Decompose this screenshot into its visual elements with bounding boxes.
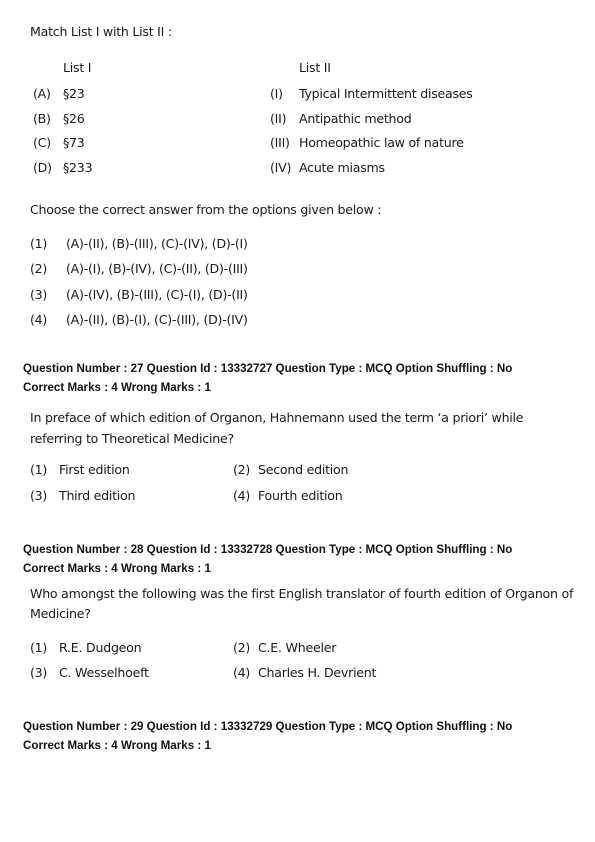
option-number: (4) xyxy=(30,312,48,327)
question-header: Question Number : 27 Question Id : 13332727 Question Type : MCQ Option Shuffling : No xyxy=(23,362,513,375)
option-text[interactable]: Second edition xyxy=(258,462,349,477)
question-text: Medicine? xyxy=(30,606,91,621)
option-number: (1) xyxy=(30,640,48,655)
list1-label: (C) xyxy=(33,135,51,150)
option-text[interactable]: C.E. Wheeler xyxy=(258,640,337,655)
list1-header: List I xyxy=(63,60,92,75)
question-text: Who amongst the following was the first English translator of fourth edition of Organon of xyxy=(30,586,574,601)
option-number: (3) xyxy=(30,665,48,680)
option-number: (2) xyxy=(233,640,251,655)
option-text[interactable]: Fourth edition xyxy=(258,488,343,503)
option-text[interactable]: R.E. Dudgeon xyxy=(59,640,142,655)
list2-label: (II) xyxy=(270,111,287,126)
option-number: (4) xyxy=(233,665,251,680)
list1-item: §23 xyxy=(63,86,85,101)
marks-header: Correct Marks : 4 Wrong Marks : 1 xyxy=(23,562,211,575)
list1-item: §26 xyxy=(63,111,85,126)
option-number: (4) xyxy=(233,488,251,503)
option-text[interactable]: (A)-(II), (B)-(III), (C)-(IV), (D)-(I) xyxy=(66,236,248,251)
option-text[interactable]: Charles H. Devrient xyxy=(258,665,377,680)
list2-label: (I) xyxy=(270,86,283,101)
marks-header: Correct Marks : 4 Wrong Marks : 1 xyxy=(23,381,211,394)
option-number: (3) xyxy=(30,488,48,503)
option-text[interactable]: (A)-(II), (B)-(I), (C)-(III), (D)-(IV) xyxy=(66,312,248,327)
option-text[interactable]: First edition xyxy=(59,462,130,477)
list1-label: (A) xyxy=(33,86,51,101)
list2-item: Antipathic method xyxy=(299,111,412,126)
question-text: referring to Theoretical Medicine? xyxy=(30,431,234,446)
option-number: (1) xyxy=(30,462,48,477)
option-number: (2) xyxy=(30,261,48,276)
choose-instruction: Choose the correct answer from the options given below : xyxy=(30,202,382,217)
option-text[interactable]: Third edition xyxy=(59,488,136,503)
list2-label: (IV) xyxy=(270,160,292,175)
list2-header: List II xyxy=(299,60,331,75)
option-number: (3) xyxy=(30,287,48,302)
question-header: Question Number : 28 Question Id : 13332728 Question Type : MCQ Option Shuffling : No xyxy=(23,543,513,556)
list1-item: §233 xyxy=(63,160,93,175)
option-number: (1) xyxy=(30,236,48,251)
list2-item: Homeopathic law of nature xyxy=(299,135,464,150)
list2-item: Typical Intermittent diseases xyxy=(299,86,473,101)
question-text: In preface of which edition of Organon, Hahnemann used the term ‘a priori’ while xyxy=(30,410,524,425)
option-text[interactable]: (A)-(IV), (B)-(III), (C)-(I), (D)-(II) xyxy=(66,287,248,302)
option-number: (2) xyxy=(233,462,251,477)
match-instruction: Match List I with List II : xyxy=(30,24,172,39)
list2-label: (III) xyxy=(270,135,290,150)
list1-label: (B) xyxy=(33,111,51,126)
list1-item: §73 xyxy=(63,135,85,150)
list1-label: (D) xyxy=(33,160,52,175)
question-header: Question Number : 29 Question Id : 13332729 Question Type : MCQ Option Shuffling : No xyxy=(23,720,513,733)
option-text[interactable]: (A)-(I), (B)-(IV), (C)-(II), (D)-(III) xyxy=(66,261,248,276)
option-text[interactable]: C. Wesselhoeft xyxy=(59,665,149,680)
marks-header: Correct Marks : 4 Wrong Marks : 1 xyxy=(23,739,211,752)
list2-item: Acute miasms xyxy=(299,160,385,175)
